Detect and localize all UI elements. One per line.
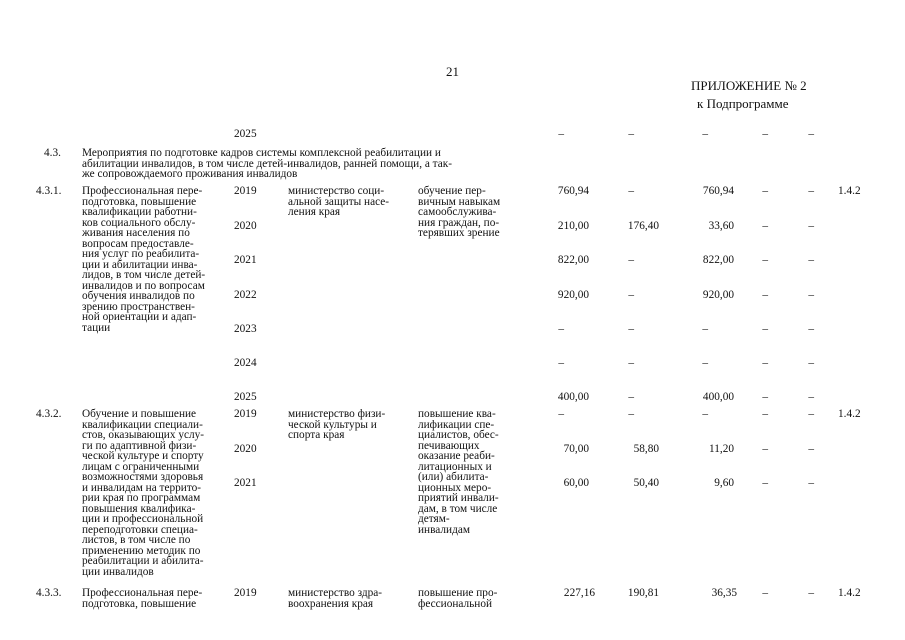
description-line: ции инвалидов xyxy=(82,565,154,578)
expected-result xyxy=(418,588,497,609)
total-cell: – xyxy=(558,408,564,420)
executor xyxy=(288,186,389,218)
value-cell: – xyxy=(628,254,634,266)
total-cell: 400,00 xyxy=(557,391,589,403)
description-line: переподготовки специа- xyxy=(82,523,198,536)
value-cell: 920,00 xyxy=(702,289,734,301)
value-cell: – xyxy=(808,391,814,403)
value-cell: – xyxy=(628,289,634,301)
value-cell: – xyxy=(808,443,814,455)
year-cell: 2023 xyxy=(234,323,257,335)
value-cell: – xyxy=(762,323,768,335)
description-line: ции и абилитации инва- xyxy=(82,258,198,271)
value-cell: – xyxy=(628,391,634,403)
total-cell: 227,16 xyxy=(563,587,595,599)
value-cell: 190,81 xyxy=(627,587,659,599)
value-cell: – xyxy=(702,128,708,140)
result-line: литационных и xyxy=(418,460,492,473)
item-description xyxy=(82,409,204,577)
description-line: подготовка, повышение xyxy=(82,597,197,610)
year-cell: 2019 xyxy=(234,185,257,197)
value-cell: – xyxy=(762,443,768,455)
description-line: ния услуг по реабилита- xyxy=(82,248,200,260)
description-line: и инвалидам на террито- xyxy=(82,481,202,494)
executor xyxy=(288,409,385,441)
appendix-title: ПРИЛОЖЕНИЕ № 2 xyxy=(691,78,807,93)
value-cell: – xyxy=(762,128,768,140)
value-cell: – xyxy=(762,220,768,232)
description-line: подготовка, повышение xyxy=(82,195,197,208)
value-cell: – xyxy=(702,323,708,335)
description-line: живания населения по xyxy=(82,227,190,239)
executor-line: министерство физи- xyxy=(288,408,386,420)
description-line: применению методик по xyxy=(82,544,201,557)
value-cell: – xyxy=(628,185,634,197)
section-title-line: Мероприятия по подготовке кадров системы комплексной реабилитации и xyxy=(82,147,441,159)
description-line: квалификации специали- xyxy=(82,418,203,431)
value-cell: 11,20 xyxy=(709,443,734,455)
value-cell: 822,00 xyxy=(702,254,734,266)
year-cell: 2019 xyxy=(234,587,257,599)
result-line: обучение пер- xyxy=(418,185,486,197)
result-line: приятий инвали- xyxy=(418,492,499,504)
result-line: самообслужива- xyxy=(418,206,497,218)
executor xyxy=(288,588,382,609)
result-line: ния граждан, по- xyxy=(418,216,500,229)
indicator-link: 1.4.2 xyxy=(838,408,861,420)
description-line: реабилитации и абилита- xyxy=(82,555,204,567)
value-cell: – xyxy=(762,357,768,369)
expected-result xyxy=(418,409,499,535)
year-cell: 2020 xyxy=(234,443,257,455)
result-line: (или) абилита- xyxy=(418,471,489,483)
description-line: ции и профессиональной xyxy=(82,513,204,525)
section-title-line: абилитации инвалидов, в том числе детей-инвалидов, ранней помощи, а так- xyxy=(82,157,453,170)
total-cell: 60,00 xyxy=(563,477,589,489)
indicator-link: 1.4.2 xyxy=(838,185,861,197)
result-line: фессиональной xyxy=(418,597,493,610)
result-line: повышение ква- xyxy=(418,408,496,420)
year-cell: 2025 xyxy=(234,128,257,140)
value-cell: – xyxy=(762,289,768,301)
description-line: зрению пространствен- xyxy=(82,300,195,313)
indicator-link: 1.4.2 xyxy=(838,587,861,599)
result-line: вичным навыкам xyxy=(418,195,501,208)
value-cell: – xyxy=(762,587,768,599)
value-cell: – xyxy=(808,477,814,489)
value-cell: – xyxy=(762,408,768,420)
value-cell: – xyxy=(702,408,708,420)
result-line: печивающих xyxy=(418,439,480,452)
year-cell: 2020 xyxy=(234,220,257,232)
value-cell: – xyxy=(808,128,814,140)
description-line: инвалидов и по вопросам xyxy=(82,279,205,292)
executor-line: спорта края xyxy=(288,429,345,441)
description-line: листов, в том числе по xyxy=(82,534,191,546)
description-line: ги по адаптивной физи- xyxy=(82,439,197,452)
year-cell: 2021 xyxy=(234,477,257,489)
year-cell: 2025 xyxy=(234,391,257,403)
value-cell: 33,60 xyxy=(708,220,734,232)
description-line: Профессиональная пере- xyxy=(82,185,203,197)
value-cell: 176,40 xyxy=(627,220,659,232)
result-line: циалистов, обес- xyxy=(418,429,499,441)
total-cell: – xyxy=(558,357,564,369)
section-number: 4.3. xyxy=(44,147,61,159)
value-cell: – xyxy=(628,323,634,335)
executor-line: альной защиты насе- xyxy=(288,195,390,208)
page-number: 21 xyxy=(446,64,459,79)
executor-line: воохранения края xyxy=(288,597,374,610)
value-cell: – xyxy=(808,289,814,301)
value-cell: 50,40 xyxy=(633,477,659,489)
description-line: обучения инвалидов по xyxy=(82,290,195,302)
value-cell: – xyxy=(762,477,768,489)
section-title-line: же сопровождаемого проживания инвалидов xyxy=(82,168,298,180)
description-line: Обучение и повышение xyxy=(82,408,197,420)
item-number: 4.3.3. xyxy=(36,587,62,599)
year-cell: 2024 xyxy=(234,357,257,369)
appendix-subtitle: к Подпрограмме xyxy=(697,96,789,111)
description-line: тации xyxy=(82,321,111,334)
value-cell: – xyxy=(762,185,768,197)
total-cell: – xyxy=(558,323,564,335)
value-cell: – xyxy=(702,357,708,369)
item-description xyxy=(82,588,202,609)
result-line: лификации спе- xyxy=(418,418,495,431)
executor-line: министерство соци- xyxy=(288,185,385,197)
value-cell: 9,60 xyxy=(714,477,734,489)
total-cell: 822,00 xyxy=(557,254,589,266)
value-cell: – xyxy=(762,254,768,266)
description-line: вопросам предоставле- xyxy=(82,237,194,250)
description-line: стов, оказывающих услу- xyxy=(82,429,205,441)
expected-result xyxy=(418,186,500,239)
value-cell: – xyxy=(762,391,768,403)
result-line: терявших зрение xyxy=(418,227,500,239)
result-line: повышение про- xyxy=(418,587,498,599)
value-cell: – xyxy=(808,408,814,420)
description-line: возможностями здоровья xyxy=(82,471,204,483)
total-cell: 920,00 xyxy=(557,289,589,301)
description-line: лицам с ограниченными xyxy=(82,460,200,473)
value-cell: – xyxy=(808,220,814,232)
description-line: лидов, в том числе детей- xyxy=(82,269,206,281)
value-cell: – xyxy=(558,128,564,140)
description-line: Профессиональная пере- xyxy=(82,587,203,599)
result-line: дам, в том числе xyxy=(418,502,498,515)
description-line: квалификации работни- xyxy=(82,206,197,218)
total-cell: 70,00 xyxy=(563,443,589,455)
year-cell: 2019 xyxy=(234,408,257,420)
value-cell: 400,00 xyxy=(702,391,734,403)
description-line: рии края по программам xyxy=(82,492,201,504)
value-cell: 58,80 xyxy=(633,443,659,455)
value-cell: – xyxy=(808,587,814,599)
item-description xyxy=(82,186,205,333)
result-line: детям- xyxy=(418,513,450,525)
item-number: 4.3.2. xyxy=(36,408,62,420)
description-line: ной ориентации и адап- xyxy=(82,311,197,323)
item-number: 4.3.1. xyxy=(36,185,62,197)
value-cell: – xyxy=(808,323,814,335)
value-cell: 760,94 xyxy=(702,185,734,197)
executor-line: ческой культуры и xyxy=(288,418,377,431)
executor-line: ления края xyxy=(288,206,341,218)
description-line: ческой культуре и спорту xyxy=(82,450,204,462)
value-cell: – xyxy=(808,357,814,369)
year-cell: 2022 xyxy=(234,289,257,301)
value-cell: – xyxy=(808,185,814,197)
year-cell: 2021 xyxy=(234,254,257,266)
result-line: ционных меро- xyxy=(418,481,492,494)
value-cell: 36,35 xyxy=(711,587,737,599)
executor-line: министерство здра- xyxy=(288,587,383,599)
result-line: инвалидам xyxy=(418,523,470,536)
description-line: ков социального обслу- xyxy=(82,216,196,229)
value-cell: – xyxy=(628,357,634,369)
value-cell: – xyxy=(808,254,814,266)
value-cell: – xyxy=(628,408,634,420)
total-cell: 210,00 xyxy=(557,220,589,232)
result-line: оказание реаби- xyxy=(418,450,495,462)
value-cell: – xyxy=(628,128,634,140)
description-line: повышения квалифика- xyxy=(82,502,196,515)
total-cell: 760,94 xyxy=(557,185,589,197)
